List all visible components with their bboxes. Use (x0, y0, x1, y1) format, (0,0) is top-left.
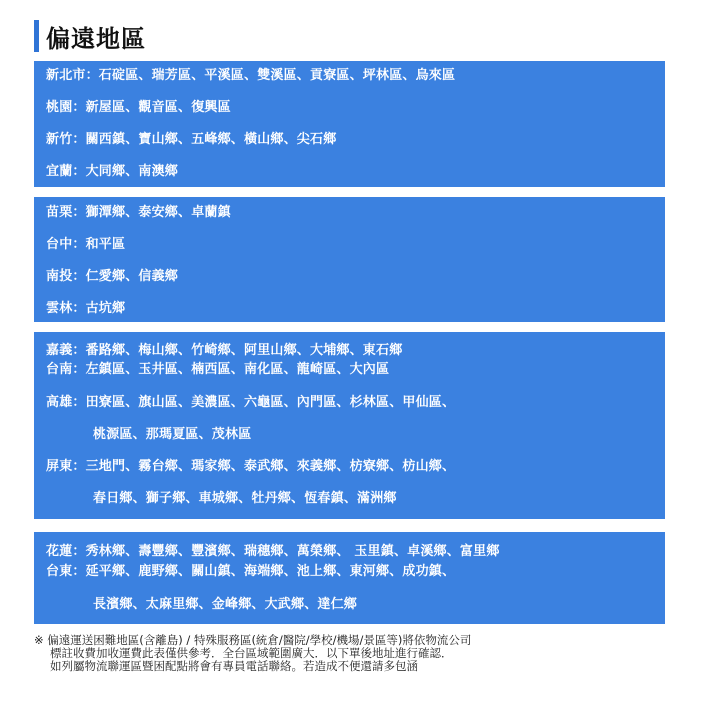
region-line: 南投：仁愛鄉、信義鄉 (46, 269, 179, 284)
page-header (34, 18, 146, 54)
region-line: 高雄：田寮區、旗山區、美濃區、六龜區、內門區、杉林區、甲仙區、 (46, 395, 456, 410)
region-panel-north (34, 61, 665, 187)
footnote-line: 如列屬物流聯運區暨困配點將會有專員電話聯絡。若造成不便還請多包涵 (50, 659, 418, 673)
region-line: 花蓮：秀林鄉、壽豐鄉、豐濱鄉、瑞穗鄉、萬榮鄉、 玉里鎮、卓溪鄉、富里鄉 (46, 544, 500, 559)
region-line: 新竹：關西鎮、寶山鄉、五峰鄉、橫山鄉、尖石鄉 (46, 132, 337, 147)
region-line: 嘉義：番路鄉、梅山鄉、竹崎鄉、阿里山鄉、大埔鄉、東石鄉 (46, 343, 403, 358)
region-panel-east (34, 532, 665, 624)
region-line: 屏東：三地門、霧台鄉、瑪家鄉、泰武鄉、來義鄉、枋寮鄉、枋山鄉、 (46, 459, 456, 474)
region-line: 宜蘭：大同鄉、南澳鄉 (46, 164, 179, 179)
region-panel-central (34, 197, 665, 322)
footnote-line: ※ 偏遠運送困難地區(含離島) / 特殊服務區(統倉/醫院/學校/機場/景區等)將依物流公司 (34, 633, 472, 647)
region-line: 長濱鄉、太麻里鄉、金峰鄉、大武鄉、達仁鄉 (93, 597, 358, 612)
region-panel-south (34, 332, 665, 519)
region-line: 新北市：石碇區、瑞芳區、平溪區、雙溪區、貢寮區、坪林區、烏來區 (46, 68, 456, 83)
footnote-line: 標註收費加收運費此表僅供參考．全台區域範圍廣大．以下單後地址進行確認． (50, 646, 453, 660)
region-line: 台東：延平鄉、鹿野鄉、關山鎮、海端鄉、池上鄉、東河鄉、成功鎮、 (46, 564, 456, 579)
region-line: 台中：和平區 (46, 237, 126, 252)
page-title: 偏遠地區 (46, 24, 146, 53)
footnote (34, 634, 674, 673)
region-line: 台南：左鎮區、玉井區、楠西區、南化區、龍崎區、大內區 (46, 362, 390, 377)
region-line: 春日鄉、獅子鄉、車城鄉、牡丹鄉、恆春鎮、滿洲鄉 (93, 491, 397, 506)
region-line: 桃源區、那瑪夏區、茂林區 (93, 427, 252, 442)
region-line: 苗栗：獅潭鄉、泰安鄉、卓蘭鎮 (46, 205, 231, 220)
title-accent-bar (34, 20, 39, 52)
region-line: 雲林：古坑鄉 (46, 301, 126, 316)
region-line: 桃園：新屋區、觀音區、復興區 (46, 100, 231, 115)
